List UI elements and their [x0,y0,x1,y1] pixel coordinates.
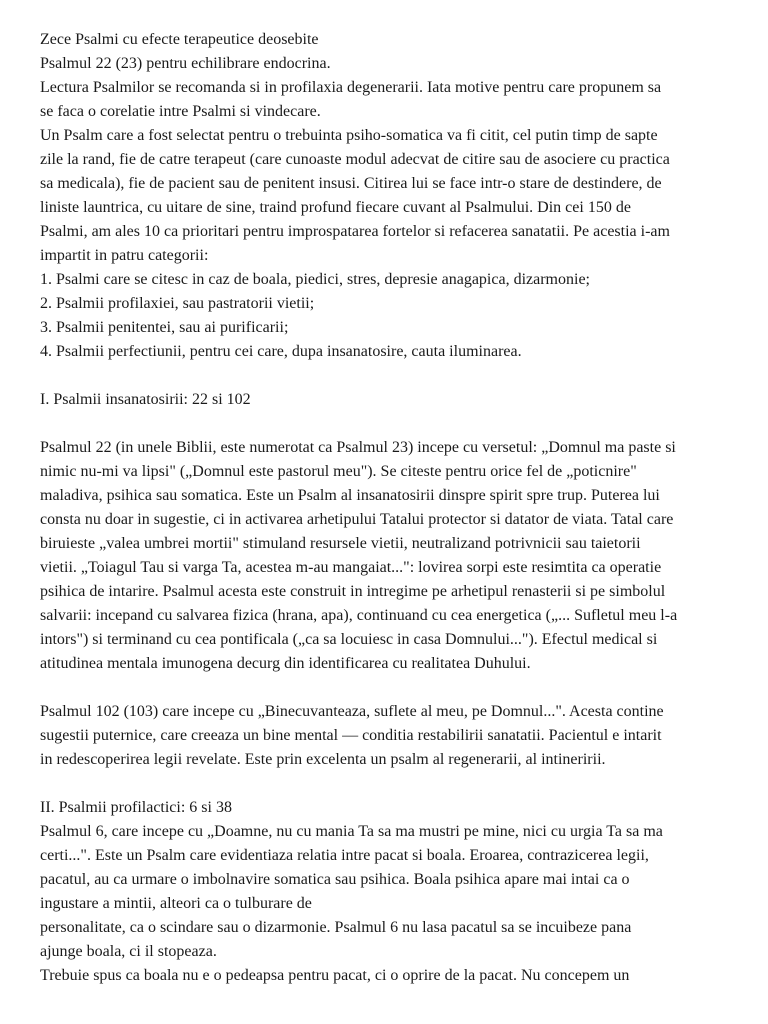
text-line: personalitate, ca o scindare sau o dizarmonie. Psalmul 6 nu lasa pacatul sa se incuibeze pana [40,919,632,936]
text-line: ingustare a mintii, alteori ca o tulburare de [40,895,312,912]
text-line: salvarii: incepand cu salvarea fizica (hrana, apa), continuand cu cea energetica („... Sufletul meu l-a [40,607,678,624]
text-line: vietii. „Toiagul Tau si varga Ta, acestea m-au mangaiat...": lovirea sorpi este resimtita ca operatie [40,559,662,576]
section-heading: II. Psalmii profilactici: 6 si 38 [40,799,232,816]
text-line: atitudinea mentala imunogena decurg din identificarea cu realitatea Duhului. [40,655,531,672]
text-line: consta nu doar in sugestie, ci in activarea arhetipului Tatalui protector si datator de viata. Tatal care [40,511,674,528]
text-line: Psalmul 22 (in unele Biblii, este numerotat ca Psalmul 23) incepe cu versetul: „Domnul ma paste si [40,439,676,456]
text-line: maladiva, psihica sau somatica. Este un Psalm al insanatosirii dinspre spirit spre trup. Puterea lui [40,487,660,504]
text-line: nimic nu-mi va lipsi" („Domnul este pastorul meu"). Se citeste pentru orice fel de „poticnire" [40,463,637,480]
paragraph-gap [40,412,756,436]
text-line: intors") si terminand cu cea pontificala („ca sa locuiesc in casa Domnului..."). Efectul medical si [40,631,658,648]
text-line: pacatul, au ca urmare o imbolnavire somatica sau psihica. Boala psihica apare mai intai ca o [40,871,630,888]
paragraph-gap [40,676,756,700]
text-line: psihica de intarire. Psalmul acesta este construit in intregime pe arhetipul renasterii si pe simbolul [40,583,666,600]
text-line: Psalmul 102 (103) care incepe cu „Binecuvanteaza, suflete al meu, pe Domnul...". Acesta contine [40,703,664,720]
text-line: impartit in patru categorii: [40,247,209,264]
document-subtitle: Psalmul 22 (23) pentru echilibrare endocrina. [40,55,331,72]
text-line: Psalmi, am ales 10 ca prioritari pentru improspatarea fortelor si refacerea sanatatii. Pe acestia i-am [40,223,670,240]
paragraph-gap [40,364,756,388]
text-line: zile la rand, fie de catre terapeut (care cunoaste modul adecvat de citire sau de asociere cu practica [40,151,670,168]
text-line: Un Psalm care a fost selectat pentru o trebuinta psiho-somatica va fi citit, cel putin timp de sapte [40,127,658,144]
text-line: Lectura Psalmilor se recomanda si in profilaxia degenerarii. Iata motive pentru care propunem sa [40,79,662,96]
text-line: sa medicala), fie de pacient sau de penitent insusi. Citirea lui se face intr-o stare de destindere, de [40,175,662,192]
text-line: se faca o corelatie intre Psalmi si vindecare. [40,103,321,120]
text-line: in redescoperirea legii revelate. Este prin excelenta un psalm al regenerarii, al intineririi. [40,751,606,768]
text-line: Trebuie spus ca boala nu e o pedeapsa pentru pacat, ci o oprire de la pacat. Nu concepem un [40,967,630,984]
list-item: 1. Psalmi care se citesc in caz de boala, piedici, stres, depresie anagapica, dizarmonie; [40,271,590,288]
list-item: 4. Psalmii perfectiunii, pentru cei care, dupa insanatosire, cauta iluminarea. [40,343,522,360]
text-line: Psalmul 6, care incepe cu „Doamne, nu cu mania Ta sa ma mustri pe mine, nici cu urgia Ta sa ma [40,823,663,840]
list-item: 3. Psalmii penitentei, sau ai purificarii; [40,319,289,336]
document-body [40,28,756,988]
paragraph-gap [40,772,756,796]
text-line: liniste launtrica, cu uitare de sine, traind profund fiecare cuvant al Psalmului. Din cei 150 de [40,199,631,216]
section-heading: I. Psalmii insanatosirii: 22 si 102 [40,391,251,408]
text-line: sugestii puternice, care creeaza un bine mental — conditia restabilirii sanatatii. Pacientul e intarit [40,727,662,744]
document-title: Zece Psalmi cu efecte terapeutice deosebite [40,31,319,48]
text-line: ajunge boala, ci il stopeaza. [40,943,217,960]
list-item: 2. Psalmii profilaxiei, sau pastratorii vietii; [40,295,315,312]
text-line: certi...". Este un Psalm care evidentiaza relatia intre pacat si boala. Eroarea, contrazicerea legii, [40,847,649,864]
text-line: biruieste „valea umbrei mortii" stimuland resursele vietii, neutralizand potrivnicii sau taietorii [40,535,641,552]
